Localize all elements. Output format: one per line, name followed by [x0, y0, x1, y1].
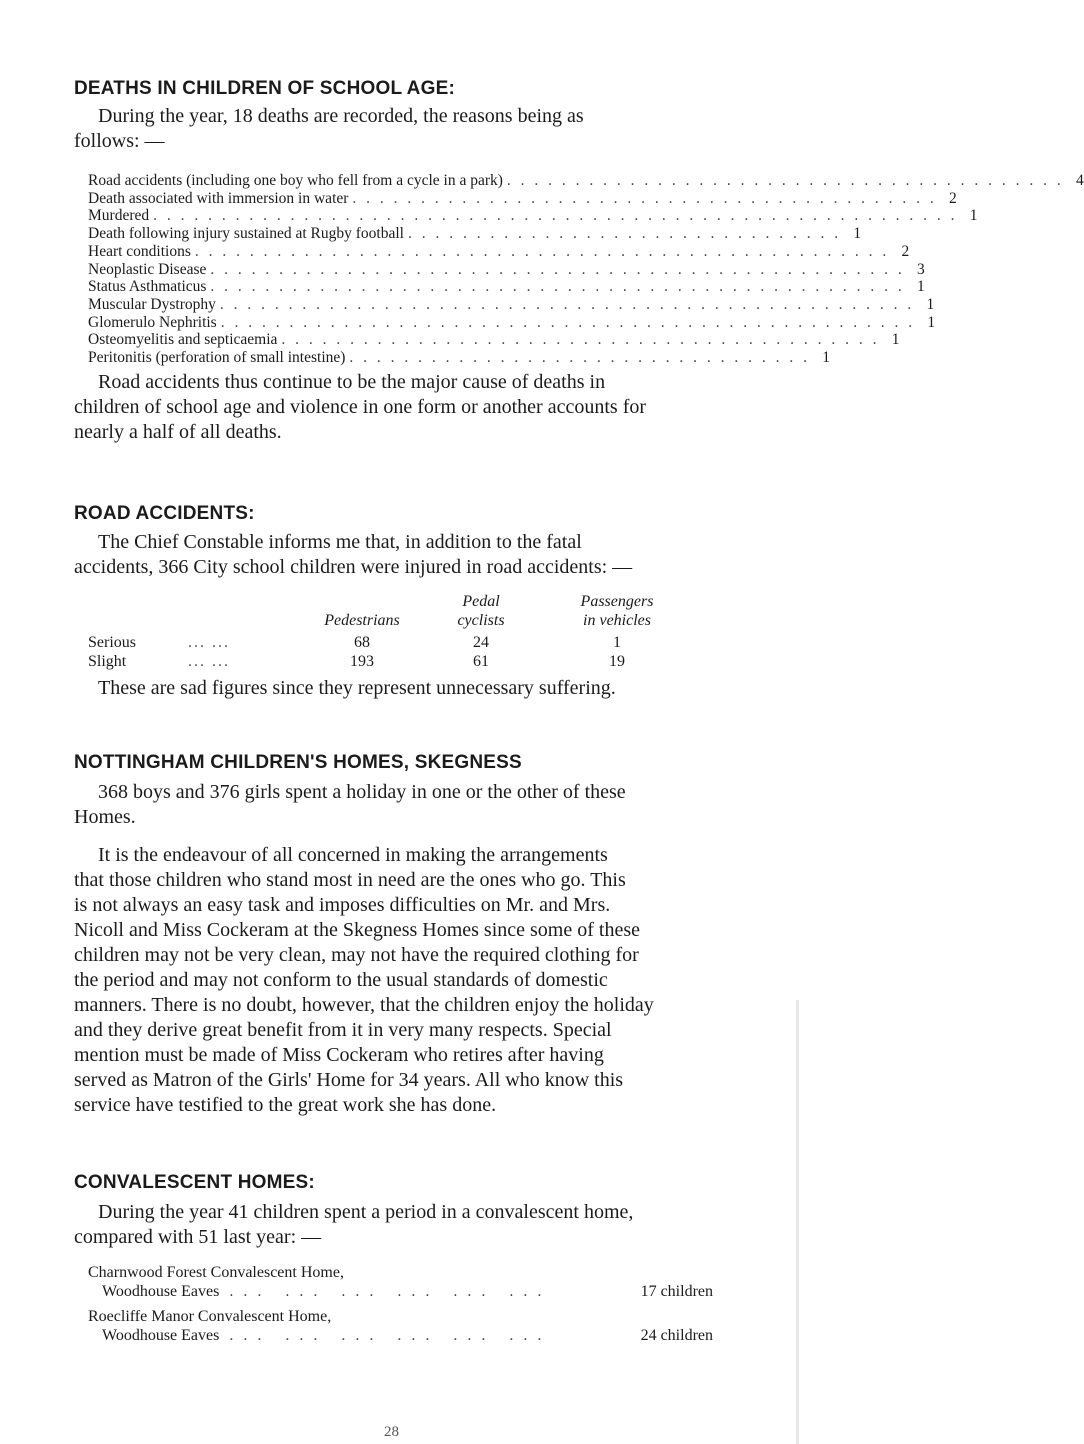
road-accidents-conclusion-text: These are sad figures since they represent unnecessary suffering. — [98, 677, 616, 699]
convalescent-intro-line1: During the year 41 children spent a period in a convalescent home, — [98, 1201, 634, 1223]
home-count: 24 children — [640, 1327, 713, 1344]
row-leader: ... ... — [188, 653, 230, 670]
cell-serious-passengers: 1 — [613, 634, 621, 651]
childrens-homes-para2 — [74, 843, 764, 1118]
deaths-intro-line2: follows: — — [74, 130, 165, 152]
home-name: Roecliffe Manor Convalescent Home, — [88, 1308, 332, 1325]
cell-serious-pedestrians: 68 — [354, 634, 370, 651]
list-item: Murdered . . . . . . . . . . . . . . . . . . . . . . . . . . . . . . . . . . . . . . . . . . . . . . . . . . . . . . . . . . . 1 — [88, 207, 978, 225]
childrens-homes-para1 — [74, 780, 764, 830]
row-leader: ... ... — [188, 634, 230, 651]
para-line: that those children who stand most in need are the ones who go. This — [74, 869, 626, 891]
col-header-cyclists: cyclists — [457, 612, 505, 629]
home-place: Woodhouse Eaves — [102, 1283, 220, 1300]
road-accidents-intro-line1: The Chief Constable informs me that, in addition to the fatal — [98, 531, 582, 553]
childrens-homes-para1-line2: Homes. — [74, 806, 136, 828]
childrens-homes-heading: NOTTINGHAM CHILDREN'S HOMES, SKEGNESS — [74, 752, 522, 773]
deaths-conclusion-line3: nearly a half of all deaths. — [74, 421, 282, 443]
para-line: mention must be made of Miss Cockeram who retires after having — [74, 1044, 604, 1066]
deaths-conclusion — [74, 370, 764, 445]
road-accidents-heading: ROAD ACCIDENTS: — [74, 503, 255, 524]
death-causes-list — [88, 172, 1084, 367]
row-label-slight: Slight — [88, 653, 127, 670]
list-item: Death following injury sustained at Rugby football . . . . . . . . . . . . . . . . . . . . . . . . . . . . . . . . 1 — [88, 225, 862, 243]
deaths-heading: DEATHS IN CHILDREN OF SCHOOL AGE: — [74, 78, 455, 99]
list-item: Status Asthmaticus . . . . . . . . . . . . . . . . . . . . . . . . . . . . . . . . . . . . . . . . . . . . . . . . . . . 1 — [88, 278, 925, 296]
home-count: 17 children — [640, 1283, 713, 1300]
list-item: Glomerulo Nephritis . . . . . . . . . . . . . . . . . . . . . . . . . . . . . . . . . . . . . . . . . . . . . . . . . . . 1 — [88, 313, 936, 331]
list-item: Neoplastic Disease . . . . . . . . . . . . . . . . . . . . . . . . . . . . . . . . . . . . . . . . . . . . . . . . . . . 3 — [88, 260, 925, 278]
home-place: Woodhouse Eaves — [102, 1327, 220, 1344]
childrens-homes-para1-line1: 368 boys and 376 girls spent a holiday in one or the other of these — [98, 781, 626, 803]
convalescent-homes-list — [88, 1263, 713, 1345]
list-item: Death associated with immersion in water . . . . . . . . . . . . . . . . . . . . . . . . . . . . . . . . . . . . . . . . . . . 2 — [88, 189, 957, 207]
para-line: children may not be very clean, may not have the required clothing for — [74, 944, 639, 966]
list-item: Osteomyelitis and septicaemia . . . . . . . . . . . . . . . . . . . . . . . . . . . . . . . . . . . . . . . . . . . . 1 — [88, 331, 900, 349]
list-item: Peritonitis (perforation of small intestine) . . . . . . . . . . . . . . . . . . . . . . . . . . . . . . . . . . 1 — [88, 349, 831, 367]
list-item: Charnwood Forest Convalescent Home, Woodhouse Eaves . . . . . . . . . . . . . . . . . . 17 children — [88, 1264, 713, 1300]
convalescent-intro-line2: compared with 51 last year: — — [74, 1226, 322, 1248]
row-label-serious: Serious — [88, 634, 136, 651]
injuries-table — [88, 592, 728, 672]
para-line: and they derive great benefit from it in very many respects. Special — [74, 1019, 612, 1041]
cell-serious-cyclists: 24 — [473, 634, 489, 651]
road-accidents-intro-line2: accidents, 366 City school children were injured in road accidents: — — [74, 556, 633, 578]
para-line: Nicoll and Miss Cockeram at the Skegness Homes since some of these — [74, 919, 640, 941]
list-item: Heart conditions . . . . . . . . . . . . . . . . . . . . . . . . . . . . . . . . . . . . . . . . . . . . . . . . . . . 2 — [88, 242, 910, 260]
para-line: It is the endeavour of all concerned in making the arrangements — [98, 844, 608, 866]
para-line: served as Matron of the Girls' Home for 34 years. All who know this — [74, 1069, 624, 1091]
road-accidents-conclusion — [74, 676, 764, 701]
deaths-intro — [74, 104, 764, 154]
col-header-vehicles: in vehicles — [583, 612, 651, 629]
convalescent-heading: CONVALESCENT HOMES: — [74, 1172, 315, 1193]
para-line: the period and may not conform to the usual standards of domestic — [74, 969, 608, 991]
list-item: Roecliffe Manor Convalescent Home, Woodhouse Eaves . . . . . . . . . . . . . . . . . . 24 children — [88, 1308, 713, 1344]
deaths-conclusion-line1: Road accidents thus continue to be the major cause of deaths in — [98, 371, 606, 393]
col-header-passengers: Passengers — [580, 593, 654, 610]
deaths-conclusion-line2: children of school age and violence in one form or another accounts for — [74, 396, 647, 418]
para-line: manners. There is no doubt, however, that the children enjoy the holiday — [74, 994, 654, 1016]
list-item: Road accidents (including one boy who fell from a cycle in a park) . . . . . . . . . . . . . . . . . . . . . . . . . . . . . . . . . . . . . . . . . 4 — [88, 172, 1084, 189]
cell-slight-pedestrians: 193 — [350, 653, 374, 670]
cell-slight-cyclists: 61 — [473, 653, 489, 670]
convalescent-intro — [74, 1200, 764, 1250]
page-number: 28 — [384, 1424, 399, 1440]
list-item: Muscular Dystrophy . . . . . . . . . . . . . . . . . . . . . . . . . . . . . . . . . . . . . . . . . . . . . . . . . . . 1 — [88, 295, 935, 313]
home-name: Charnwood Forest Convalescent Home, — [88, 1264, 344, 1281]
scan-edge — [796, 1000, 799, 1444]
deaths-intro-line1: During the year, 18 deaths are recorded, the reasons being as — [98, 105, 584, 127]
col-header-pedestrians: Pedestrians — [324, 612, 400, 629]
cell-slight-passengers: 19 — [609, 653, 625, 670]
road-accidents-intro — [74, 530, 764, 580]
para-line: service have testified to the great work she has done. — [74, 1094, 497, 1116]
col-header-pedal: Pedal — [462, 593, 500, 610]
para-line: is not always an easy task and imposes difficulties on Mr. and Mrs. — [74, 894, 611, 916]
